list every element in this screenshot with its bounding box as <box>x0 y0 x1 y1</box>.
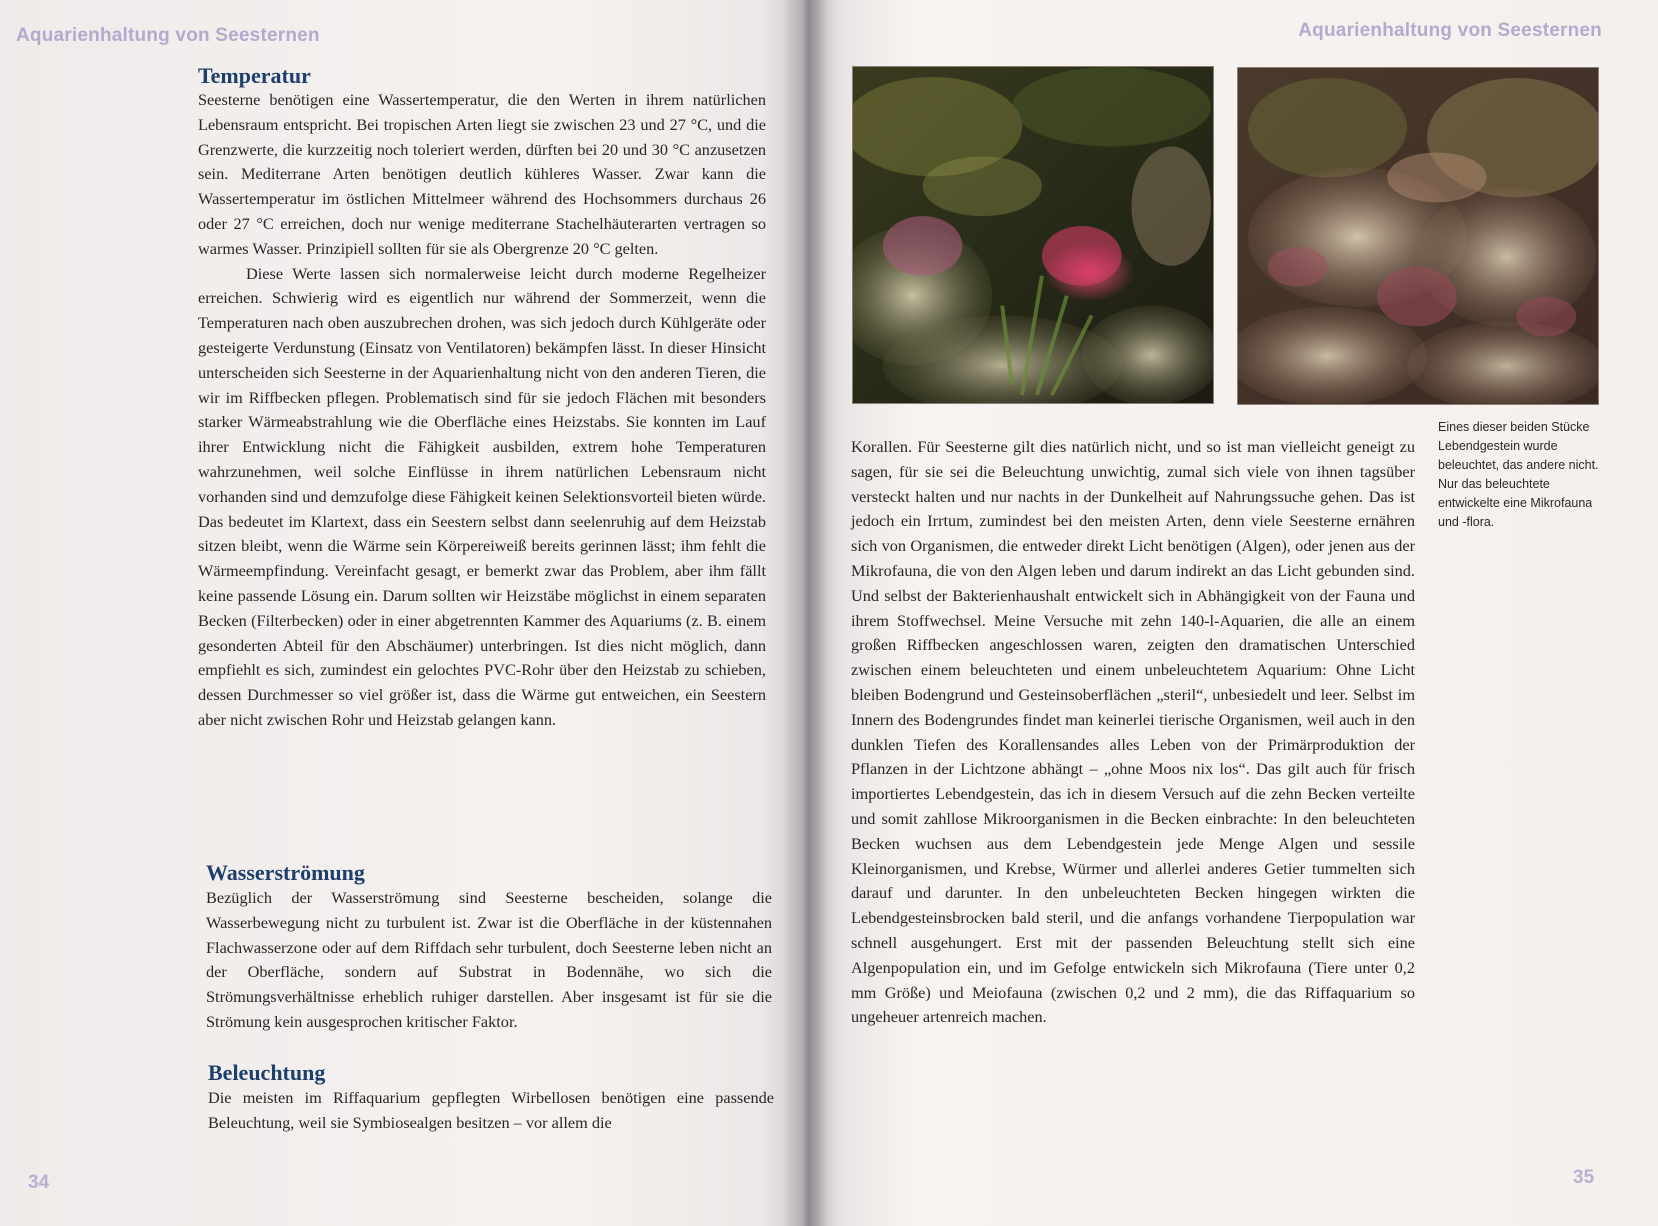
paragraph: Bezüglich der Wasserströmung sind Seesterne bescheiden, solange die Wasserbewegung nicht zu turbulent ist. Zwar ist die Oberfläche in der küstennahen Flachwasserzone oder auf dem Riffdach sehr turbulent, doch Seesterne leben nicht an der Oberfläche, sondern auf Substrat in Bodennähe, wo sich die Strömungsverhältnisse erheblich ruhiger darstellen. Aber insgesamt ist für sie die Strömung kein ausgesprochen kritischer Faktor. <box>206 888 772 1031</box>
section-beleuchtung-text <box>208 1086 774 1136</box>
paragraph: Korallen. Für Seesterne gilt dies natürlich nicht, und so ist man vielleicht geneigt zu sagen, für sie sei die Beleuchtung unwichtig, zumal sich viele von ihnen tagsüber versteckt halten und nur nachts in der Dunkelheit auf Nahrungssuche gehen. Das ist jedoch ein Irrtum, zumindest bei den meisten Arten, denn viele Seesterne ernähren sich von Organismen, die entweder direkt Licht benötigen (Algen), oder jenen aus der Mikrofauna, die von den Algen leben und darum indirekt an das Licht gebunden sind. Und selbst der Bakterienhaushalt entwickelt sich in Abhängigkeit von der Fauna und ihrem Stoffwechsel. Meine Versuche mit zehn 140-l-Aquarien, die alle an einem großen Riffbecken angeschlossen waren, zeigten den dramatischen Unterschied zwischen einem beleuchteten und einem unbeleuchtetem Aquarium: Ohne Licht bleiben Bodengrund und Gesteinsoberflächen „steril“, unbesiedelt und leer. Selbst im Innern des Bodengrundes findet man keinerlei tierische Organismen, weil auch in den dunklen Tiefen des Korallensandes alles Leben von der Primärproduktion der Pflanzen in der Lichtzone abhängt – „ohne Moos nix los“. Das gilt auch für frisch importiertes Lebendgestein, das ich in diesem Versuch auf die zehn Becken verteilte und somit zahllose Mikroorganismen in die Becken einbrachte: In den beleuchteten Becken wuchsen aus dem Lebendgestein jede Menge Algen und sessile Kleinorganismen, und Krebse, Würmer und allerlei anderes Getier tummelten sich darauf und darunter. In den unbeleuchteten Becken hingegen wirkten die Lebendgesteinsbrocken bald steril, und die anfangs vorhandene Tierpopulation war schnell ausgehungert. Erst mit der passenden Beleuchtung stellt sich eine Algenpopulation ein, und im Gefolge entwickeln sich Mikrofauna (Tiere unter 0,2 mm Größe) und Meiofauna (zwischen 0,2 und 2 mm), die das Riffaquarium so ungeheuer artenreich machen. <box>851 437 1415 1027</box>
heading-temperatur: Temperatur <box>198 63 311 88</box>
live-rock-photo-unlit <box>1237 67 1599 405</box>
running-head-right: Aquarienhaltung von Seesternen <box>1298 20 1602 41</box>
book-gutter <box>782 0 828 1226</box>
paragraph: Seesterne benötigen eine Wassertemperatur, die den Werten in ihrem natürlichen Lebensraum entspricht. Bei tropischen Arten liegt sie zwischen 23 und 27 °C, und die Grenzwerte, die kurzzeitig noch toleriert werden, dürften bei 20 und 30 °C anzusetzen sein. Mediterrane Arten benötigen deutlich kühleres Wasser. Zwar kann die Wassertemperatur im östlichen Mittelmeer während des Hochsommers durchaus 26 oder 27 °C erreichen, doch nur wenige mediterrane Stachelhäuterarten vertragen so warmes Wasser. Prinzipiell sollten für sie als Obergrenze 20 °C gelten. <box>198 90 766 258</box>
section-beleuchtung-continued <box>851 435 1415 1030</box>
heading-wasserstroemung: Wasserströmung <box>206 860 365 885</box>
paragraph: Diese Werte lassen sich normalerweise leicht durch moderne Regelheizer erreichen. Schwierig wird es eigentlich nur während der Sommerzeit, wenn die Temperaturen nach oben auszubrechen drohen, was sich jedoch durch Kühlgeräte oder gesteigerte Verdunstung (Einsatz von Ventilatoren) bekämpfen lässt. In dieser Hinsicht unterscheiden sich Seesterne in der Aquarienhaltung nicht von den anderen Tieren, die wir im Riffbecken pflegen. Problematisch sind für sie jedoch Flächen mit besonders starker Wärmeabstrahlung wie die Oberfläche eines Heizstabs. Sie konnten im Lauf ihrer Entwicklung nicht die Fähigkeit ausbilden, extrem hohe Temperaturen wahrzunehmen, weil solche Einflüsse in ihrem natürlichen Lebensraum nicht vorhanden sind und demzufolge diese Fähigkeit keinen Selektionsvorteil bieten würde. Das bedeutet im Klartext, dass ein Seestern selbst dann seelenruhig auf dem Heizstab sitzen bleibt, wenn die Wärme sein Körpereiweiß bereits gerinnen lässt; ihm fehlt die Wärmeempfindung. Vereinfacht gesagt, er bemerkt zwar das Problem, aber ihm fällt keine passende Lösung ein. Darum sollten wir Heizstäbe möglichst in einem separaten Becken (Filterbecken) oder in einer abgetrennten Kammer des Aquariums (z. B. einem gesonderten Abteil für den Abschäumer) unterbringen. Ist dies nicht möglich, dann empfiehlt es sich, zumindest ein gelochtes PVC-Rohr über den Heizstab zu schieben, dessen Durchmesser so viel größer ist, dass die Wärme gut entweichen, ein Seestern aber nicht zwischen Rohr und Heizstab gelangen kann. <box>198 263 766 729</box>
paragraph: Die meisten im Riffaquarium gepflegten Wirbellosen benötigen eine passende Beleuchtung, weil sie Symbiosealgen besitzen – vor allem die <box>208 1088 774 1132</box>
photo-caption: Eines dieser beiden Stücke Lebendgestein wurde beleuchtet, das andere nicht. Nur das beleuchtete entwickelte eine Mikrofauna und -flora. <box>1438 420 1599 529</box>
page-number-left: 34 <box>28 1172 50 1193</box>
live-rock-photo-lit <box>852 66 1214 404</box>
section-wasserstroemung-text <box>206 886 772 1035</box>
section-temperatur-text <box>198 88 766 733</box>
heading-beleuchtung: Beleuchtung <box>208 1060 326 1085</box>
page-number-right: 35 <box>1573 1167 1595 1188</box>
running-head-left: Aquarienhaltung von Seesternen <box>16 25 320 46</box>
